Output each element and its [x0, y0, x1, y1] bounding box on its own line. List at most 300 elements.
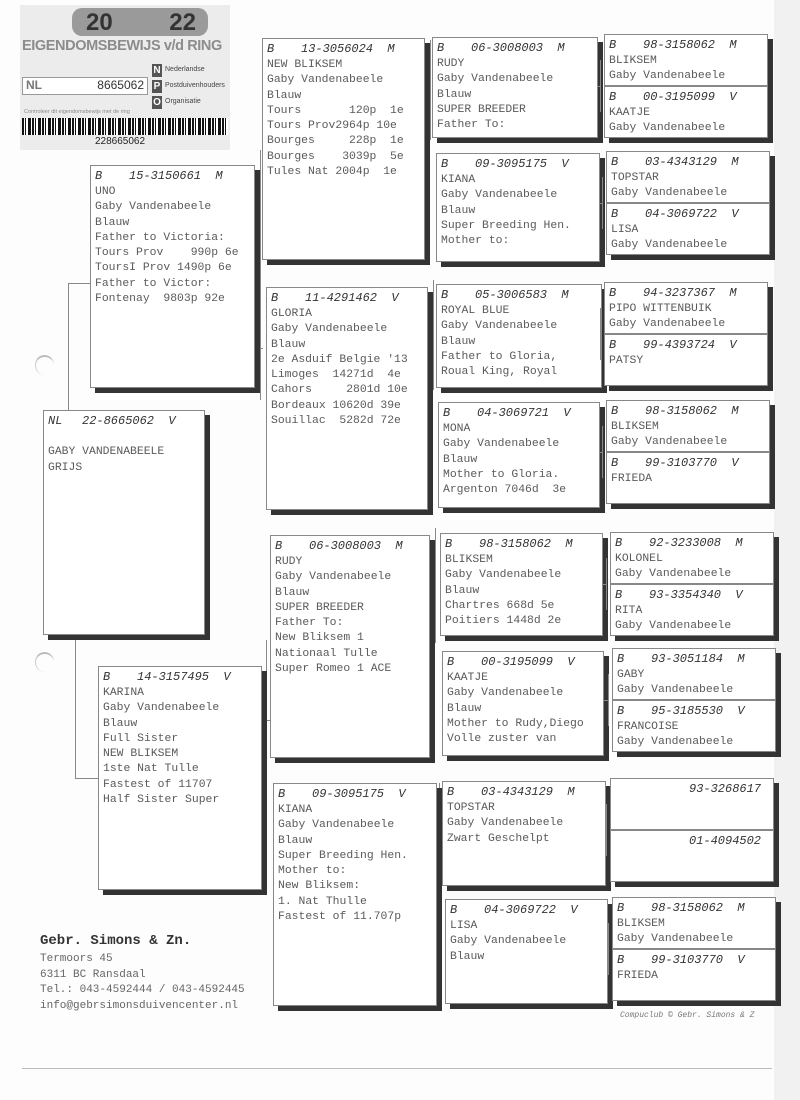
pigeon-info-line: Argenton 7046d 3e — [443, 484, 567, 497]
pigeon-info-line: Gaby Vandenabeele — [611, 239, 728, 252]
sex-code: M — [729, 286, 737, 300]
ring-number: 03-4343129 — [481, 785, 554, 799]
sex-code: M — [731, 155, 739, 169]
great-grandparent-card[interactable] — [438, 402, 600, 508]
ring-prefix: B — [617, 704, 625, 718]
sex-code: M — [565, 537, 573, 551]
great-great-grandparent-card[interactable] — [604, 282, 768, 334]
pigeon-info-line: Gaby Vandenabeele — [103, 702, 220, 715]
pigeon-info-line: Gaby Vandenabeele — [437, 73, 554, 86]
pigeon-info-line: Mother to Gloria. — [443, 468, 560, 481]
pigeon-info-line: ToursI Prov 1490p 6e — [95, 262, 232, 275]
ring-prefix: B — [441, 157, 449, 171]
ring-header — [609, 37, 763, 54]
pigeon-info-line: Blauw — [445, 584, 480, 597]
pigeon-info-line: Gaby Vandenabeele — [617, 933, 734, 946]
pigeon-info-line: Gaby Vandenabeele — [609, 70, 726, 83]
pigeon-info-line: Gaby Vandenabeele — [271, 323, 388, 336]
ring-prefix: NL — [48, 414, 63, 428]
ring-prefix: B — [609, 286, 617, 300]
great-great-grandparent-card[interactable] — [606, 400, 770, 452]
pigeon-info-line: Nationaal Tulle — [275, 647, 378, 660]
pigeon-info-line: Poitiers 1448d 2e — [445, 615, 562, 628]
breeder-email[interactable]: info@gebrsimonsduivencenter.nl — [40, 999, 239, 1012]
pigeon-info-line: Tours Prov2964p 10e — [267, 120, 397, 133]
pigeon-name: KARINA — [103, 687, 145, 699]
pigeon-info-line: New Bliksem: — [278, 880, 361, 893]
card-title: EIGENDOMSBEWIJS v/d RING — [22, 38, 222, 54]
ring-header — [103, 669, 257, 686]
ring-number: 09-3095175 — [475, 157, 548, 171]
breeder-address-line: 6311 BC Ransdaal — [40, 968, 146, 981]
sex-code: M — [567, 785, 575, 799]
sex-code: V — [729, 338, 737, 352]
pigeon-info-line: GABY VANDENABEELE — [48, 446, 165, 459]
great-grandparent-card[interactable] — [442, 651, 604, 756]
pigeon-info-line: Zwart Geschelpt — [447, 832, 550, 845]
pigeon-name: LISA — [611, 224, 639, 236]
sex-code: V — [391, 291, 399, 305]
pigeon-name: RITA — [615, 605, 643, 617]
sex-code: V — [223, 670, 231, 684]
pigeon-name: FRIEDA — [611, 473, 653, 485]
pigeon-info-line: Cahors 2801d 10e — [271, 384, 408, 397]
sex-code: M — [729, 38, 737, 52]
ring-header — [617, 651, 771, 668]
pigeon-info-line: Gaby Vandenabeele — [611, 436, 728, 449]
ring-prefix: B — [609, 338, 617, 352]
ring-number: 06-3008003 — [309, 539, 382, 553]
ring-number: 06-3008003 — [471, 41, 544, 55]
ring-prefix: B — [611, 456, 619, 470]
great-great-grandparent-card[interactable] — [604, 86, 768, 138]
connector-line — [600, 452, 602, 453]
pigeon-info-line: Chartres 668d 5e — [445, 599, 555, 612]
sex-code: V — [168, 414, 176, 428]
ring-header — [615, 587, 769, 604]
pigeon-info-line: Gaby Vandenabeele — [441, 320, 558, 333]
card-banner — [72, 8, 208, 36]
pigeon-name: KAATJE — [609, 107, 651, 119]
country-code: NL — [26, 78, 42, 92]
pigeon-name: LISA — [450, 920, 478, 932]
pigeon-info-line: Full Sister — [103, 732, 179, 745]
ring-number: 98-3158062 — [479, 537, 552, 551]
ring-number: 11-4291462 — [305, 291, 378, 305]
pigeon-info-line: 1. Nat Thulle — [278, 895, 367, 908]
great-grandparent-card[interactable] — [432, 37, 598, 138]
sex-code: V — [563, 406, 571, 420]
ring-number: 00-3195099 — [643, 90, 716, 104]
ring-header — [447, 784, 601, 801]
npo-word: Postduivenhouders — [165, 82, 225, 89]
pigeon-info-line: Limoges 14271d 4e — [271, 369, 401, 382]
ring-header — [611, 206, 765, 223]
connector-line — [606, 804, 607, 856]
ring-header — [437, 40, 593, 57]
pigeon-name: RUDY — [437, 58, 465, 70]
grandparent-card[interactable] — [266, 287, 428, 510]
ring-prefix: B — [271, 291, 279, 305]
ring-header — [267, 41, 420, 58]
ring-header — [445, 536, 598, 553]
pigeon-info-line: Blauw — [103, 717, 138, 730]
pigeon-info-line: Tours 120p 1e — [267, 104, 404, 117]
great-great-grandparent-card[interactable] — [612, 949, 776, 1001]
pigeon-name: ROYAL BLUE — [441, 305, 510, 317]
sex-code: V — [570, 903, 578, 917]
ring-header — [617, 952, 771, 969]
ring-number: 15-3150661 — [129, 169, 202, 183]
pigeon-info-line: Bourges 228p 1e — [267, 135, 404, 148]
sex-code: M — [395, 539, 403, 553]
ring-prefix: B — [278, 787, 286, 801]
pigeon-info-line: Gaby Vandenabeele — [267, 74, 384, 87]
sex-code: V — [731, 207, 739, 221]
sex-code: M — [215, 169, 223, 183]
ring-prefix: B — [609, 38, 617, 52]
connector-line — [600, 308, 601, 360]
ring-prefix: B — [443, 406, 451, 420]
ring-number: 93-3268617 — [689, 782, 762, 796]
ring-number: 04-3069722 — [645, 207, 718, 221]
ring-number: 8665062 — [97, 78, 144, 92]
pigeon-name: BLIKSEM — [445, 554, 493, 566]
great-great-grandparent-card[interactable] — [610, 584, 774, 636]
grandparent-card[interactable] — [262, 38, 425, 260]
pigeon-info-line: Tours Prov 990p 6e — [95, 247, 239, 260]
npo-initial: O — [153, 96, 161, 108]
sex-code: V — [737, 704, 745, 718]
connector-line — [260, 150, 261, 400]
connector-line — [602, 426, 603, 478]
ring-number: 94-3237367 — [643, 286, 716, 300]
ring-number: 00-3195099 — [481, 655, 554, 669]
connector-line — [600, 203, 602, 204]
sire-card[interactable] — [90, 165, 255, 388]
ring-header — [609, 337, 763, 354]
pigeon-name: BLIKSEM — [609, 55, 657, 67]
npo-logo-line-3 — [152, 95, 201, 109]
dam-card[interactable] — [98, 666, 262, 890]
connector-line — [68, 283, 69, 410]
npo-initial: P — [153, 80, 161, 92]
pigeon-info-line: Gaby Vandenabeele — [95, 201, 212, 214]
npo-word: Organisatie — [165, 98, 201, 105]
year-left: 20 — [86, 9, 113, 36]
pigeon-info-line: Roual King, Royal — [441, 366, 558, 379]
sex-code: V — [398, 787, 406, 801]
pigeon-info-line: Blauw — [443, 453, 478, 466]
pigeon-info-line: Blauw — [267, 89, 302, 102]
pigeon-info-line: Blauw — [447, 702, 482, 715]
ring-number: 04-3069721 — [477, 406, 550, 420]
connector-line — [598, 86, 600, 87]
ring-header — [617, 703, 771, 720]
pigeon-info-line: Gaby Vandenabeele — [447, 817, 564, 830]
ring-number: 22-8665062 — [82, 414, 155, 428]
pigeon-name: PIPO WITTENBUIK — [609, 303, 712, 315]
pigeon-info-line: Fastest of 11.707p — [278, 911, 402, 924]
pigeon-name: BLIKSEM — [611, 421, 659, 433]
pigeon-info-line: Bordeaux 10620d 39e — [271, 399, 401, 412]
ring-number: 05-3006583 — [475, 288, 548, 302]
pigeon-name: KOLONEL — [615, 553, 663, 565]
pigeon-info-line: Blauw — [437, 88, 472, 101]
pigeon-name: BLIKSEM — [617, 918, 665, 930]
ring-header — [611, 154, 765, 171]
breeder-address-line: Termoors 45 — [40, 953, 113, 965]
pigeon-name: MONA — [443, 423, 471, 435]
great-grandparent-card[interactable] — [436, 284, 602, 388]
grandparent-card[interactable] — [273, 783, 437, 1006]
ring-header — [609, 89, 763, 106]
great-great-grandparent-card[interactable] — [612, 897, 776, 949]
pigeon-info-line: 2e Asduif Belgie '13 — [271, 353, 408, 366]
pigeon-info-line: Tules Nat 2004p 1e — [267, 166, 397, 179]
great-great-grandparent-card[interactable] — [612, 700, 776, 752]
ring-header — [611, 455, 765, 472]
pigeon-info-line: SUPER BREEDER — [275, 601, 364, 614]
ring-prefix: B — [617, 901, 625, 915]
ring-prefix: B — [611, 155, 619, 169]
pigeon-name: FRIEDA — [617, 970, 659, 982]
great-great-grandparent-card[interactable] — [610, 830, 774, 882]
connector-line — [608, 923, 609, 975]
pigeon-info-line: SUPER BREEDER — [437, 103, 526, 116]
pigeon-info-line: Gaby Vandenabeele — [617, 684, 734, 697]
pigeon-info-line: Mother to: — [441, 235, 510, 248]
ring-header — [615, 781, 769, 798]
ring-number: 99-4393724 — [643, 338, 716, 352]
ring-number-field — [22, 77, 148, 95]
ring-prefix: B — [617, 652, 625, 666]
sex-code: V — [561, 157, 569, 171]
ring-number: 13-3056024 — [301, 42, 374, 56]
pigeon-info-line: Gaby Vandenabeele — [450, 935, 567, 948]
pigeon-info-line: Father to Gloria, — [441, 350, 558, 363]
ring-prefix: B — [450, 903, 458, 917]
pigeon-name: TOPSTAR — [611, 172, 659, 184]
ring-number: 14-3157495 — [137, 670, 210, 684]
great-great-grandparent-card[interactable] — [606, 452, 770, 504]
sex-code: M — [387, 42, 395, 56]
pigeon-info-line: Father to Victor: — [95, 277, 212, 290]
ring-prefix: B — [447, 655, 455, 669]
ring-number: 99-3103770 — [645, 456, 718, 470]
ring-number: 01-4094502 — [689, 834, 762, 848]
ring-prefix: B — [267, 42, 275, 56]
pigeon-info-line: Half Sister Super — [103, 794, 220, 807]
sex-code: M — [731, 404, 739, 418]
pigeon-info-line: GRIJS — [48, 461, 83, 474]
ring-prefix: B — [445, 537, 453, 551]
npo-logo-line-1 — [152, 63, 205, 77]
pigeon-info-line: Gaby Vandenabeele — [445, 569, 562, 582]
pigeon-info-line: New Bliksem 1 — [275, 632, 364, 645]
ring-ownership-card — [20, 5, 230, 150]
breeder-phone: Tel.: 043-4592444 / 043-4592445 — [40, 984, 245, 997]
pigeon-name: KAATJE — [447, 672, 489, 684]
ring-number: 04-3069722 — [484, 903, 557, 917]
pigeon-name: GLORIA — [271, 308, 313, 320]
ring-header — [278, 786, 432, 803]
pigeon-name: GABY — [617, 669, 645, 681]
pigeon-info-line: Father To: — [275, 617, 344, 630]
pigeon-name: FRANCOISE — [617, 721, 679, 733]
barcode — [22, 118, 228, 135]
pigeon-info-line: Mother to Rudy,Diego — [447, 717, 584, 730]
great-great-grandparent-card[interactable] — [606, 151, 770, 203]
great-grandparent-card[interactable] — [442, 781, 606, 886]
sex-code: V — [731, 456, 739, 470]
ring-prefix: B — [437, 41, 445, 55]
pigeon-info-line: Gaby Vandenabeele — [447, 687, 564, 700]
connector-line — [604, 700, 608, 701]
pigeon-info-line: Gaby Vandenabeele — [443, 438, 560, 451]
year-right: 22 — [169, 9, 196, 36]
pigeon-info-line: Blauw — [275, 586, 310, 599]
connector-line — [75, 635, 76, 778]
pigeon-info-line: 1ste Nat Tulle — [103, 763, 199, 776]
pigeon-info-line: Mother to: — [278, 865, 347, 878]
pigeon-name: TOPSTAR — [447, 802, 495, 814]
ring-number: 98-3158062 — [645, 404, 718, 418]
pigeon-info-line: Souillac 5282d 72e — [271, 415, 401, 428]
pigeon-info-line: Blauw — [441, 335, 476, 348]
great-great-grandparent-card[interactable] — [604, 334, 768, 386]
ring-number: 93-3051184 — [651, 652, 724, 666]
pigeon-info-line: Super Romeo 1 ACE — [275, 663, 392, 676]
pigeon-info-line: Gaby Vandenabeele — [615, 568, 732, 581]
ring-header — [447, 654, 599, 671]
ring-prefix: B — [441, 288, 449, 302]
breeder-name: Gebr. Simons & Zn. — [40, 933, 192, 949]
ring-prefix: B — [611, 207, 619, 221]
grandparent-card[interactable] — [270, 535, 430, 758]
sex-code: M — [737, 652, 745, 666]
ring-header — [275, 538, 425, 555]
ring-number: 93-3354340 — [649, 588, 722, 602]
ring-prefix: B — [95, 169, 103, 183]
pigeon-name: PATSY — [609, 355, 644, 367]
copyright: Compuclub © Gebr. Simons & Z — [620, 1011, 755, 1020]
npo-word: Nederlandse — [165, 66, 205, 73]
pigeon-info-line: Gaby Vandenabeele — [609, 318, 726, 331]
great-great-grandparent-card[interactable] — [606, 203, 770, 255]
connector-line — [75, 778, 98, 779]
pigeon-info-line: Bourges 3039p 5e — [267, 150, 404, 163]
pigeon-info-line: Gaby Vandenabeele — [615, 620, 732, 633]
ring-header — [271, 290, 423, 307]
pigeon-info-line: Blauw — [271, 338, 306, 351]
pigeon-info-line: NEW BLIKSEM — [103, 748, 179, 761]
ring-header — [48, 413, 200, 430]
ring-header — [617, 900, 771, 917]
pigeon-name: KIANA — [441, 174, 476, 186]
ring-number: 98-3158062 — [643, 38, 716, 52]
pigeon-info-line: Gaby Vandenabeele — [441, 189, 558, 202]
sex-code: V — [737, 953, 745, 967]
pigeon-info-line: Gaby Vandenabeele — [611, 187, 728, 200]
ring-header — [441, 287, 597, 304]
divider — [22, 1068, 772, 1069]
ring-header — [611, 403, 765, 420]
pigeon-info-line: Volle zuster van — [447, 733, 557, 746]
pigeon-info-line: Fastest of 11707 — [103, 778, 213, 791]
sex-code: V — [729, 90, 737, 104]
ring-prefix: B — [615, 536, 623, 550]
sex-code: M — [561, 288, 569, 302]
connector-line — [603, 584, 606, 585]
ring-header — [95, 168, 250, 185]
pigeon-info-line: Gaby Vandenabeele — [609, 122, 726, 135]
connector-line — [430, 40, 431, 140]
sex-code: V — [567, 655, 575, 669]
card-notice: Controleer dit eigendomsbewijs met de ring — [24, 109, 130, 115]
ring-prefix: B — [609, 90, 617, 104]
sex-code: M — [557, 41, 565, 55]
npo-initial: N — [153, 64, 161, 76]
pigeon-name: KIANA — [278, 804, 313, 816]
ring-number: 09-3095175 — [312, 787, 385, 801]
pigeon-name: NEW BLIKSEM — [267, 59, 343, 71]
pigeon-name — [48, 430, 200, 445]
ring-header — [615, 535, 769, 552]
sex-code: M — [737, 901, 745, 915]
great-grandparent-card[interactable] — [445, 899, 608, 1004]
pigeon-info-line: Father to Victoria: — [95, 231, 225, 244]
ring-header — [443, 405, 595, 422]
ring-prefix: B — [103, 670, 111, 684]
pigeon-info-line: Gaby Vandenabeele — [275, 571, 392, 584]
connector-line — [433, 280, 434, 390]
ring-number: 98-3158062 — [651, 901, 724, 915]
ring-prefix: B — [447, 785, 455, 799]
connector-line — [600, 60, 601, 112]
pigeon-info-line: Father To: — [437, 119, 506, 132]
great-great-grandparent-card[interactable] — [610, 778, 774, 830]
connector-line — [68, 283, 90, 284]
pigeon-info-line: Blauw — [95, 216, 130, 229]
ring-number: 95-3185530 — [651, 704, 724, 718]
punch-hole — [35, 355, 54, 375]
subject-pigeon-card[interactable] — [43, 410, 205, 635]
pigeon-info-line: Fontenay 9803p 92e — [95, 293, 225, 306]
npo-logo-line-2 — [152, 79, 225, 93]
great-great-grandparent-card[interactable] — [604, 34, 768, 86]
pigeon-name: UNO — [95, 186, 116, 198]
great-great-grandparent-card[interactable] — [610, 532, 774, 584]
ring-header — [450, 902, 603, 919]
connector-line — [602, 177, 603, 229]
pigeon-info-line: Blauw — [278, 834, 313, 847]
ring-prefix: B — [615, 588, 623, 602]
great-grandparent-card[interactable] — [436, 153, 600, 262]
great-great-grandparent-card[interactable] — [612, 648, 776, 700]
great-grandparent-card[interactable] — [440, 533, 603, 636]
pigeon-name: RUDY — [275, 556, 303, 568]
sex-code: V — [735, 588, 743, 602]
pigeon-info-line: Blauw — [450, 950, 485, 963]
punch-hole — [35, 652, 54, 672]
breeder-info — [40, 933, 245, 1014]
ring-number: 03-4343129 — [645, 155, 718, 169]
pigeon-info-line: Super Breeding Hen. — [278, 849, 408, 862]
sex-code: M — [735, 536, 743, 550]
pigeon-info-line: Gaby Vandenabeele — [278, 819, 395, 832]
pigeon-info-line: Blauw — [441, 204, 476, 217]
